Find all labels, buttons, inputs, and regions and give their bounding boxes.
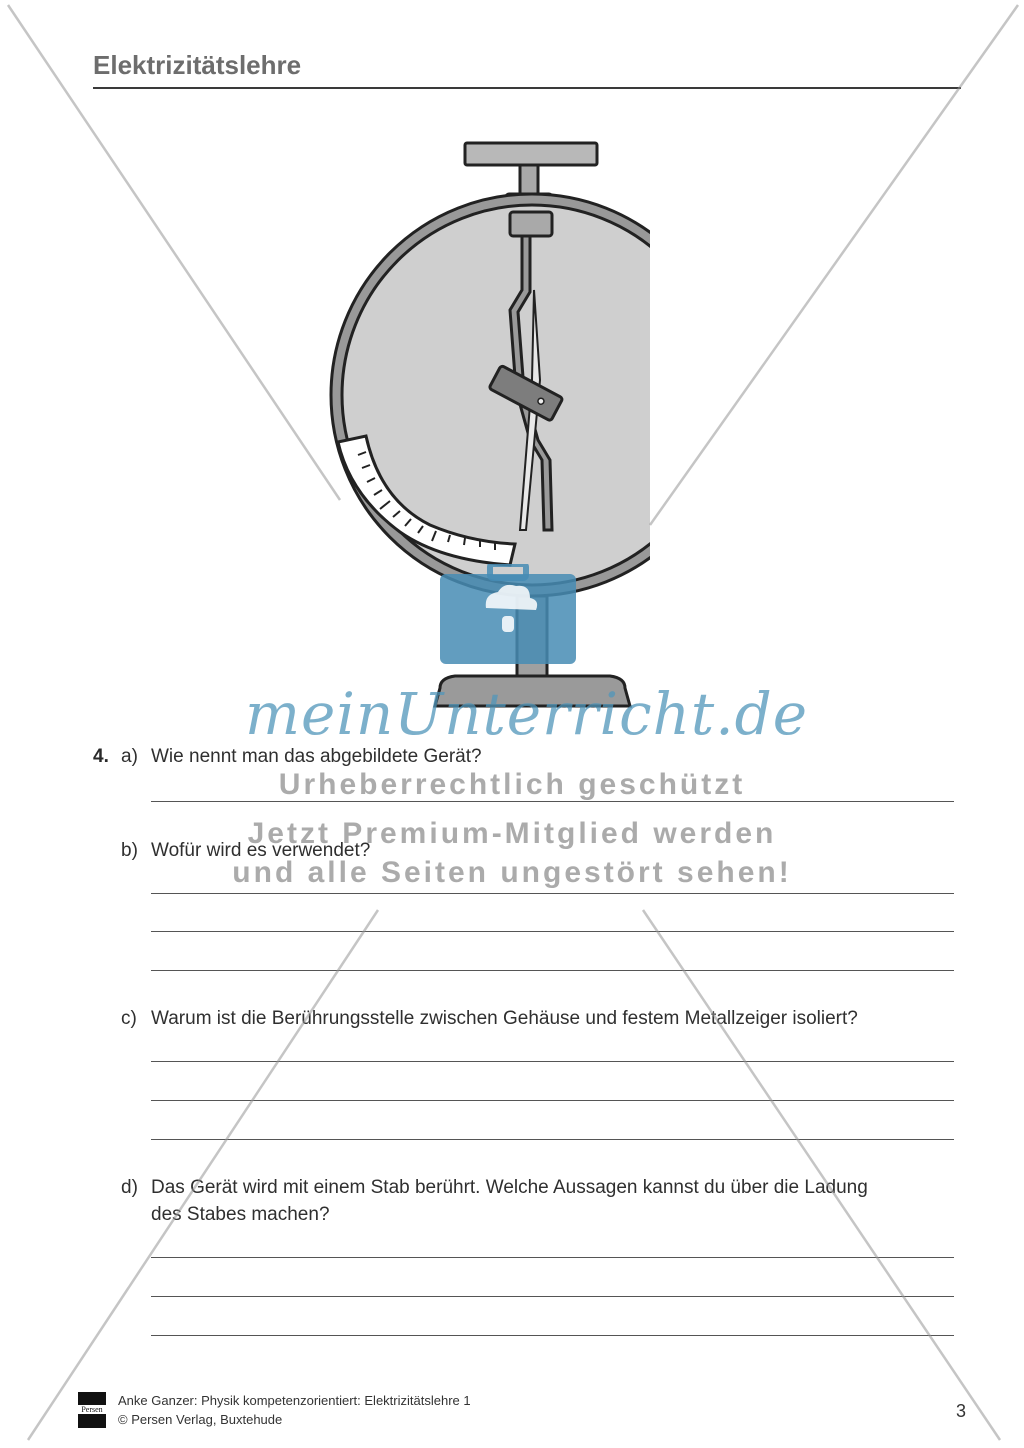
- watermark-brand: meinUnterricht.de: [245, 680, 809, 748]
- answer-line[interactable]: [151, 1257, 954, 1258]
- question-d-text-line2: des Stabes machen?: [151, 1204, 330, 1225]
- page-number: 3: [956, 1401, 967, 1421]
- answer-line[interactable]: [151, 1296, 954, 1297]
- question-a-label: a): [121, 746, 138, 767]
- footer-source: Anke Ganzer: Physik kompetenzorientiert: Elektrizitätslehre 1: [118, 1393, 471, 1408]
- watermark-premium-text: Jetzt Premium-Mitglied werden: [247, 817, 777, 850]
- answer-line[interactable]: [151, 1100, 954, 1101]
- question-b-label: b): [121, 840, 138, 861]
- question-b-text: Wofür wird es verwendet?: [151, 840, 371, 861]
- question-d-text-line1: Das Gerät wird mit einem Stab berührt. Welche Aussagen kannst du über die Ladung: [151, 1177, 868, 1198]
- answer-line[interactable]: [151, 1335, 954, 1336]
- question-a-text: Wie nennt man das abgebildete Gerät?: [151, 746, 482, 767]
- answer-line[interactable]: [151, 970, 954, 971]
- answer-line[interactable]: [151, 1061, 954, 1062]
- question-d-label: d): [121, 1177, 138, 1198]
- header-divider: [93, 87, 961, 89]
- answer-line[interactable]: [151, 931, 954, 932]
- question-c-label: c): [121, 1008, 137, 1029]
- briefcase-cloud-icon: [440, 564, 576, 664]
- watermark-view-text: und alle Seiten ungestört sehen!: [232, 856, 792, 889]
- task-number: 4.: [93, 746, 109, 767]
- question-c-text: Warum ist die Berührungsstelle zwischen Gehäuse und festem Metallzeiger isoliert?: [151, 1008, 858, 1029]
- footer-copyright: © Persen Verlag, Buxtehude: [118, 1412, 283, 1427]
- publisher-logo-text: Persen: [78, 1405, 106, 1414]
- answer-line[interactable]: [151, 1139, 954, 1140]
- answer-line[interactable]: [151, 893, 954, 894]
- page-header-title: Elektrizitätslehre: [93, 50, 302, 80]
- watermark-copyright-text: Urheberrechtlich geschützt: [278, 768, 746, 801]
- publisher-logo: [78, 1392, 106, 1428]
